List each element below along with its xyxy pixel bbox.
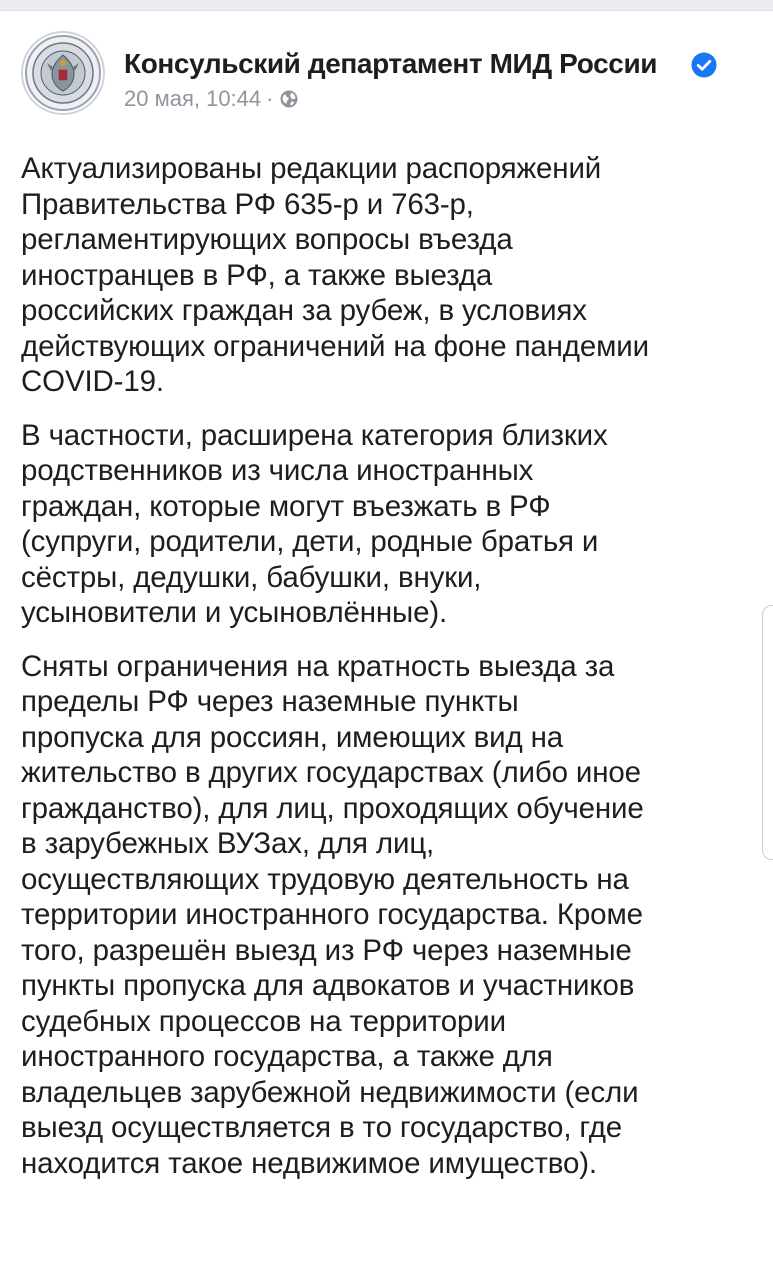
text-line: граждан, которые могут въезжать в РФ — [21, 489, 551, 523]
text-line: осуществляющих трудовую деятельность на — [21, 862, 629, 896]
text-line: гражданство), для лиц, проходящих обучение — [21, 791, 644, 825]
post-card — [0, 11, 773, 1280]
post-paragraph — [21, 418, 756, 631]
text-line: сёстры, дедушки, бабушки, внуки, — [21, 560, 482, 594]
text-line: пределы РФ через наземные пункты — [21, 685, 519, 718]
post-paragraph — [21, 649, 756, 1182]
text-line: судебных процессов на территории — [21, 1004, 506, 1038]
emblem-icon — [23, 33, 103, 113]
text-line: усыновители и усыновлённые). — [21, 596, 448, 629]
text-line: пропуска для россиян, имеющих вид на — [21, 720, 563, 754]
text-line: выезд осуществляется в то государство, где — [21, 1111, 623, 1144]
text-line: владельцев зарубежной недвижимости (если — [21, 1075, 639, 1109]
verified-badge-icon — [691, 52, 717, 78]
text-line: российских граждан за рубеж, в условиях — [21, 294, 587, 327]
text-line: Правительства РФ 635-р и 763-р, — [21, 187, 474, 221]
post-paragraph — [21, 151, 756, 400]
text-line: В частности, расширена категория близких — [21, 418, 608, 452]
text-line: Сняты ограничения на кратность выезда за — [21, 649, 615, 683]
text-line: находится такое недвижимое имущество). — [21, 1146, 597, 1180]
text-line: иностранцев в РФ, а также выезда — [21, 258, 493, 292]
text-line: Актуализированы редакции распоряжений — [21, 152, 602, 185]
post-text — [21, 151, 756, 1181]
post-header — [0, 11, 773, 121]
post-timestamp[interactable]: 20 мая, 10:44 — [124, 86, 262, 111]
page-avatar[interactable] — [21, 31, 105, 115]
globe-icon — [279, 89, 299, 109]
edge-scroll-handle[interactable] — [762, 605, 773, 860]
text-line: родственников из числа иностранных — [21, 454, 534, 487]
text-line: иностранного государства, а также для — [21, 1040, 553, 1073]
text-line: в зарубежных ВУЗах, для лиц, — [21, 827, 435, 860]
text-line: регламентирующих вопросы въезда — [21, 223, 513, 256]
text-line: COVID-19. — [21, 365, 164, 398]
text-line: территории иностранного государства. Кроме — [21, 898, 643, 931]
text-line: пункты пропуска для адвокатов и участников — [21, 969, 635, 1002]
text-line: жительство в других государствах (либо иное — [21, 756, 641, 789]
text-line: (супруги, родители, дети, родные братья и — [21, 525, 599, 558]
meta-separator: · — [266, 86, 274, 111]
text-line: того, разрешён выезд из РФ через наземные — [21, 933, 632, 967]
feed-top-divider — [0, 0, 773, 11]
post-meta — [124, 86, 299, 112]
page-name[interactable]: Консульский департамент МИД России — [124, 48, 658, 79]
text-line: действующих ограничений на фоне пандемии — [21, 329, 649, 363]
